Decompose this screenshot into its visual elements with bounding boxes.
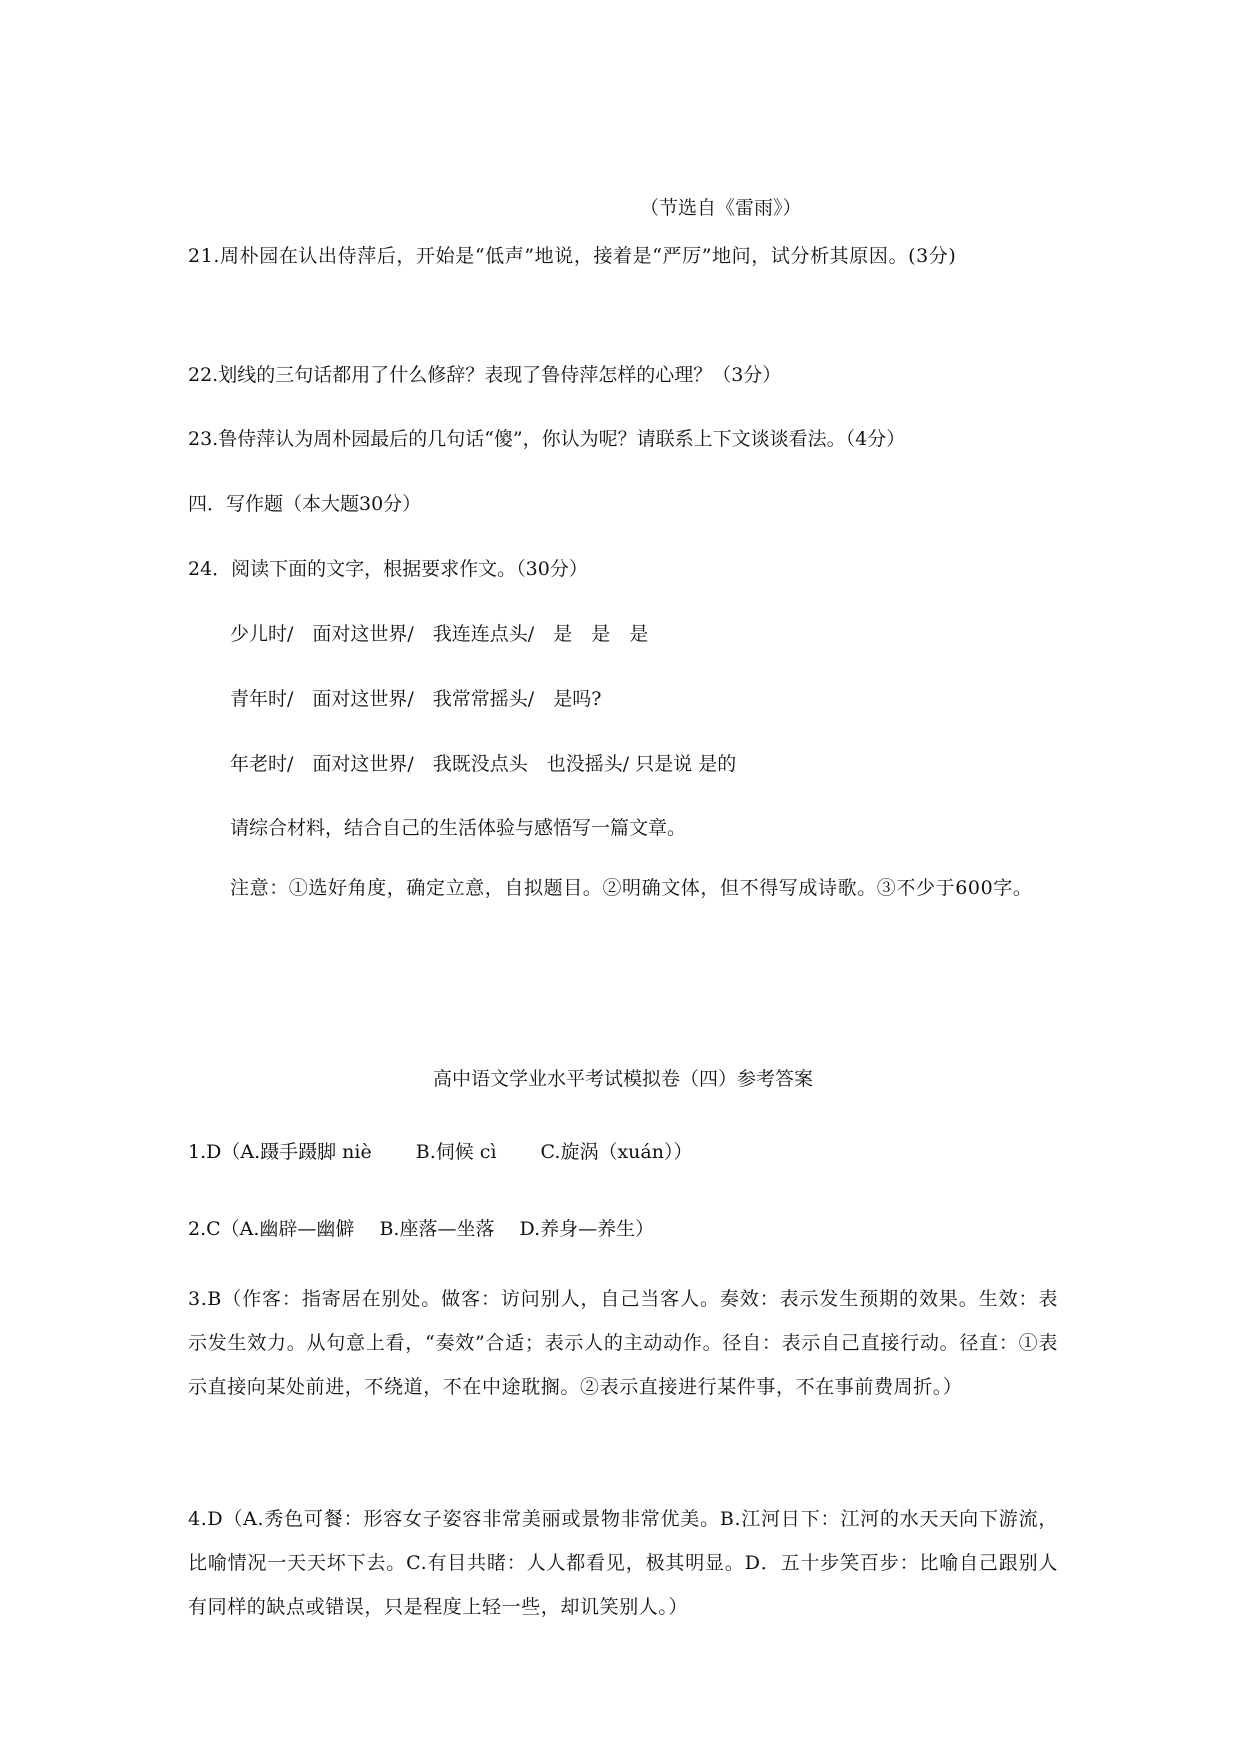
question-24: 24．阅读下面的文字，根据要求作文。（30分） (188, 558, 588, 580)
answers-title: 高中语文学业水平考试模拟卷（四）参考答案 (432, 1068, 813, 1090)
source-line: （节选自《雷雨》） (640, 197, 802, 219)
section-heading: 四．写作题（本大题30分） (188, 493, 422, 515)
writing-note: 注意：①选好角度，确定立意，自拟题目。②明确文体，但不得写成诗歌。③不少于600字。 (230, 877, 1033, 899)
writing-instruction: 请综合材料，结合自己的生活体验与感悟写一篇文章。 (230, 817, 687, 839)
answer-4: 4.D（A.秀色可餐：形容女子姿容非常美丽或景物非常优美。B.江河日下：江河的水天天向下游流，比喻情况一天天坏下去。C.有目共睹：人人都看见，极其明显。D．五十步笑百步：比喻自己跟别人有同样的缺点或错误，只是程度上轻一些，却讥笑别人。） (188, 1508, 1058, 1618)
answer-3: 3.B（作客：指寄居在别处。做客：访问别人，自己当客人。奏效：表示发生预期的效果。生效：表示发生效力。从句意上看，“奏效”合适；表示人的主动动作。径自：表示自己直接行动。径直：①表示直接向某处前进，不绕道，不在中途耽搁。②表示直接进行某件事，不在事前费周折。） (188, 1288, 1058, 1398)
poem-line-2: 青年时/ 面对这世界/ 我常常摇头/ 是吗? (230, 688, 602, 710)
answer-2: 2.C（A.幽辟—幽僻 B.座落—坐落 D.养身—养生） (188, 1218, 655, 1240)
answer-1: 1.D（A.蹑手蹑脚 niè B.伺候 cì C.旋涡（xuán）） (188, 1141, 693, 1163)
question-22: 22.划线的三句话都用了什么修辞？表现了鲁侍萍怎样的心理？（3分） (188, 364, 782, 386)
question-21: 21.周朴园在认出侍萍后，开始是“低声”地说，接着是“严厉”地问，试分析其原因。(3分) (188, 245, 957, 267)
poem-line-1: 少儿时/ 面对这世界/ 我连连点头/ 是 是 是 (230, 623, 649, 645)
question-23: 23.鲁侍萍认为周朴园最后的几句话“傻”，你认为呢？请联系上下文谈谈看法。（4分） (188, 428, 906, 450)
poem-line-3: 年老时/ 面对这世界/ 我既没点头 也没摇头/ 只是说 是的 (230, 753, 737, 775)
